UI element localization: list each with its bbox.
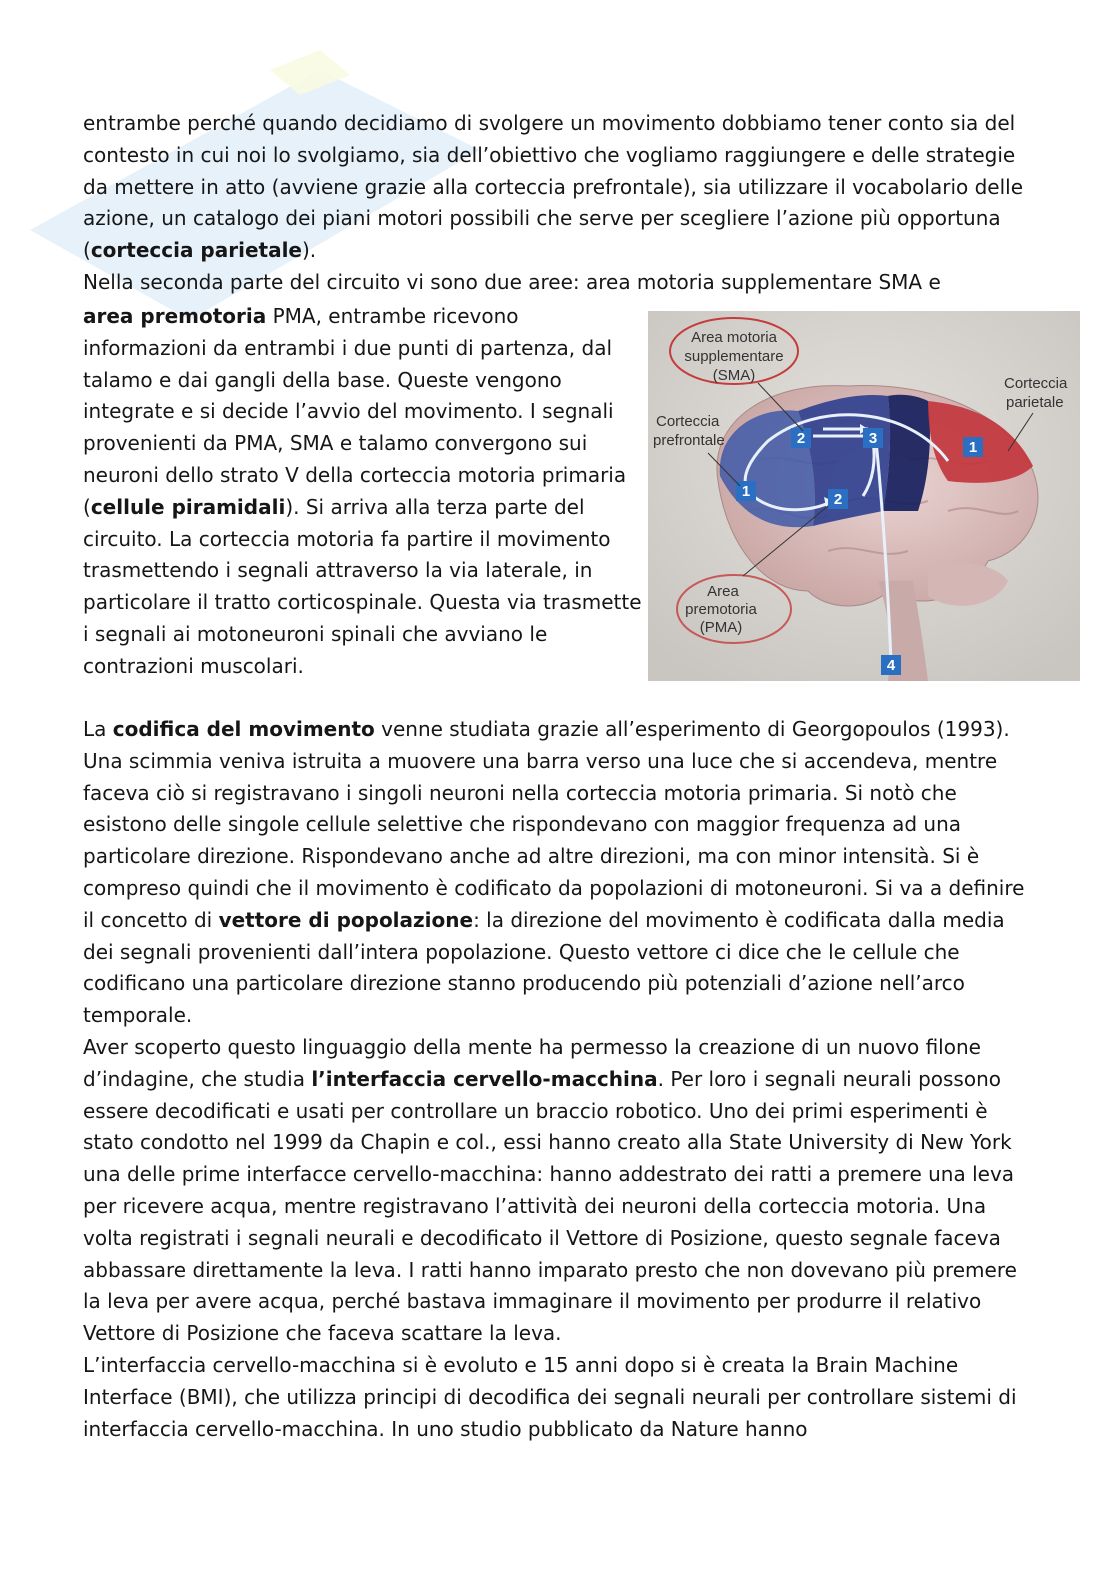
marker-3-motor: 3	[868, 430, 878, 447]
paragraph-2-wrapped	[83, 301, 648, 683]
brain-figure	[648, 311, 1080, 681]
text-run: L’interfaccia cervello-macchina si è evoluto e 15 anni dopo si è creata la Brain Machine Interface (BMI), che utilizza principi di decodifica dei segnali neurali per controllare sistemi di interfaccia cervello-macchina. In uno studio pubblicato da Nature hanno	[83, 1352, 1017, 1441]
marker-1-parietal: 1	[968, 439, 978, 456]
text-run: : la direzione del movimento è codificata dalla media dei segnali provenienti dall’intera popolazione. Questo vettore ci dice che le cellule che codificano una particolare direzione stanno producendo più potenziali d’azione nell’arco temporale.	[83, 907, 1005, 1028]
label-prefrontal-1: Corteccia	[656, 413, 720, 430]
label-pma-3: (PMA)	[699, 619, 743, 636]
text-block-top	[83, 108, 1031, 299]
paragraph-5	[83, 1350, 1031, 1445]
text-run: PMA, entrambe ricevono informazioni da entrambi i due punti di partenza, dal talamo e dai gangli della base. Queste vengono integrate e si decide l’avvio del movimento. I segnali provenienti da PMA, SMA e talamo convergono sui neuroni dello strato V della corteccia motoria primaria (	[83, 304, 627, 519]
label-sma-2: supplementare	[684, 348, 784, 365]
label-sma-3: (SMA)	[712, 367, 756, 384]
text-run: . Per loro i segnali neurali possono essere decodificati e usati per controllare un braccio robotico. Uno dei primi esperimenti è stato condotto nel 1999 da Chapin e col., essi hanno creato alla State University di New York una delle prime interfacce cervello-macchina: hanno addestrato dei ratti a premere una leva per ricevere acqua, mentre registravano l’attività dei neuroni della corteccia motoria. Una volta registrati i segnali neurali e decodificato il Vettore di Posizione, questo segnale faceva abbassare direttamente la leva. I ratti hanno imparato presto che non dovevano più premere la leva per avere acqua, perché bastava immaginare il movimento per produrre il relativo Vettore di Posizione che faceva scattare la leva.	[83, 1066, 1017, 1346]
text-run: ). Si arriva alla terza parte del circuito. La corteccia motoria fa partire il movimento trasmettendo i segnali attraverso la via laterale, in particolare il tratto corticospinale. Questa via trasmette i segnali ai motoneuroni spinali che avviano le contrazioni muscolari.	[83, 494, 642, 678]
bold-term: vettore di popolazione	[218, 907, 474, 932]
paragraph-2-first-line	[83, 267, 1031, 299]
text-run: entrambe perché quando decidiamo di svolgere un movimento dobbiamo tener conto sia del contesto in cui noi lo svolgiamo, sia dell’obiettivo che vogliamo raggiungere e delle strategie da mettere in atto (avviene grazie alla corteccia prefrontale), sia utilizzare il vocabolario delle azione, un catalogo dei piani motori possibili che serve per scegliere l’azione più opportuna (	[83, 111, 1024, 263]
paragraph-4	[83, 1032, 1031, 1350]
paragraph-3	[83, 714, 1031, 1032]
text-block-bottom	[83, 714, 1031, 1445]
text-run: La	[83, 717, 113, 741]
bold-term: cellule piramidali	[90, 494, 286, 519]
label-parietal-2: parietale	[1006, 394, 1064, 411]
marker-2-pma: 2	[833, 491, 843, 508]
bold-term: area premotoria	[83, 304, 267, 328]
text-run: Aver scoperto questo linguaggio della mente ha permesso la creazione di un nuovo filone d’indagine, che studia	[83, 1034, 981, 1091]
marker-4-spinal: 4	[886, 657, 896, 674]
label-pma-2: premotoria	[685, 601, 757, 618]
label-pma-1: Area	[707, 583, 739, 600]
marker-2-sma: 2	[796, 430, 806, 447]
paragraph-1	[83, 108, 1031, 267]
label-prefrontal-2: prefrontale	[653, 432, 725, 449]
label-sma-1: Area motoria	[691, 329, 777, 346]
text-run: Nella seconda parte del circuito vi sono due aree: area motoria supplementare SMA e	[83, 269, 941, 294]
label-parietal-1: Corteccia	[1004, 375, 1068, 392]
marker-1-prefrontal: 1	[741, 483, 751, 500]
text-run: ).	[302, 238, 317, 263]
bold-term: codifica del movimento	[112, 717, 375, 741]
text-block-wrapped	[83, 301, 648, 683]
text-run: venne studiata grazie all’esperimento di Georgopoulos (1993). Una scimmia veniva istruita a muovere una barra verso una luce che si accendeva, mentre faceva ciò si registravano i singoli neuroni nella corteccia motoria primaria. Si notò che esistono delle singole cellule selettive che rispondevano con maggior frequenza ad una particolare direzione. Rispondevano anche ad altre direzioni, ma con minor intensità. Si è compreso quindi che il movimento è codificato da popolazioni di motoneuroni. Si va a definire il concetto di	[83, 717, 1025, 932]
motor-region	[883, 395, 930, 511]
bold-term: corteccia parietale	[90, 238, 302, 263]
bold-term: l’interfaccia cervello-macchina	[311, 1066, 658, 1091]
